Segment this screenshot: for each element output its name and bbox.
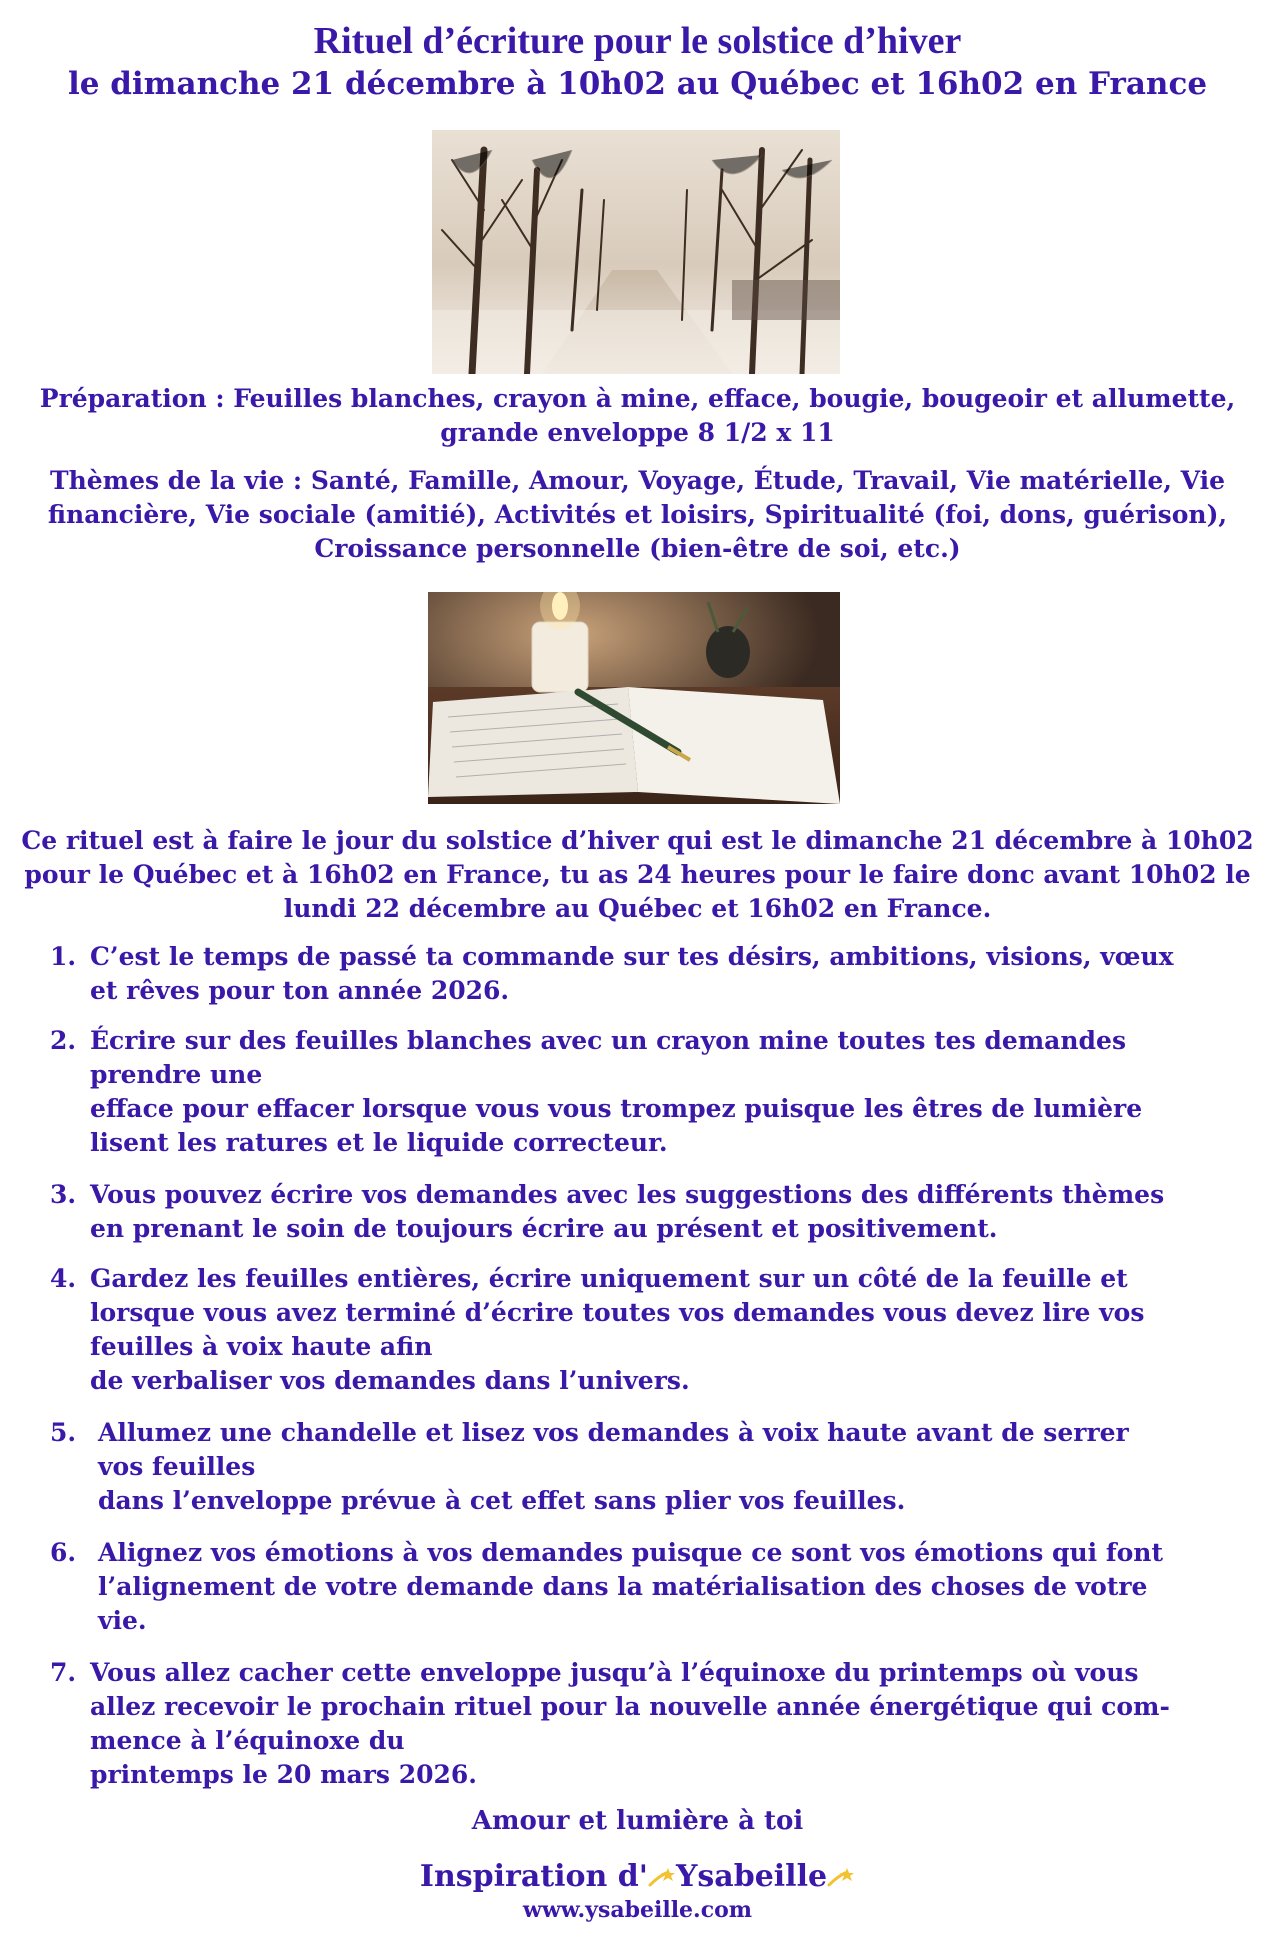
step-text: Écrire sur des feuilles blanches avec un crayon mine toutes tes demandes prendre une efface pour effacer lorsque vous vous trompez puisque les êtres de lumière lisent les ratures et le liquide correcteur. [90,1026,1143,1157]
step-number: 4. [50,1264,77,1293]
step-text: Vous allez cacher cette enveloppe jusqu’à l’équinoxe du printemps où vous allez recevoir le prochain rituel pour la nouvelle année énergétique qui com- mence à l’équinoxe du printemps le 20 mars 2026. [90,1658,1170,1789]
shooting-star-icon [648,1867,676,1889]
author-name: Ysabeille [675,1859,828,1894]
shooting-star-icon [827,1867,855,1889]
winter-forest-image [432,130,840,374]
inspiration-prefix: Inspiration d' [419,1859,648,1894]
step-number: 7. [50,1658,77,1687]
step-number: 5. [50,1418,77,1447]
intro-text: Ce rituel est à faire le jour du solstice d’hiver qui est le dimanche 21 décembre à 10h02 pour le Québec et à 16h02 en France, tu as 24 heures pour le faire donc avant 10h02 le lundi 22 décembre au Québec et 16h02 en France. [21,826,1254,923]
step-text: Gardez les feuilles entières, écrire uniquement sur un côté de la feuille et lorsque vous avez terminé d’écrire toutes vos demandes vous devez lire vos feuilles à voix haute afin de verbaliser vos demandes dans l’univers. [90,1264,1145,1395]
preparation-text: Préparation : Feuilles blanches, crayon à mine, efface, bougie, bougeoir et allumette, grande enveloppe 8 1/2 x 11 [39,384,1236,447]
inspiration-signature [0,1858,1275,1896]
page-subtitle: le dimanche 21 décembre à 10h02 au Québec et 16h02 en France [67,66,1208,102]
step-number: 6. [50,1538,77,1567]
step-number: 2. [50,1026,77,1055]
step-text: Alignez vos émotions à vos demandes puisque ce sont vos émotions qui font l’alignement de votre demande dans la matérialisation des choses de votre vie. [98,1538,1164,1635]
step-number: 1. [50,942,77,971]
page-title: Rituel d’écriture pour le solstice d’hiver [313,20,962,62]
candle-notebook-image [428,592,840,804]
step-text: Allumez une chandelle et lisez vos demandes à voix haute avant de serrer vos feuilles dans l’enveloppe prévue à cet effet sans plier vos feuilles. [98,1418,1129,1515]
website-link[interactable]: www.ysabeille.com [522,1897,753,1923]
themes-text: Thèmes de la vie : Santé, Famille, Amour, Voyage, Étude, Travail, Vie matérielle, Vie financière, Vie sociale (amitié), Activités et loisirs, Spiritualité (foi, dons, guérison), Croissance personnelle (bien-être de soi, etc.) [47,466,1228,563]
step-text: Vous pouvez écrire vos demandes avec les suggestions des différents thèmes en prenant le soin de toujours écrire au présent et positivement. [90,1180,1165,1243]
step-text: C’est le temps de passé ta commande sur tes désirs, ambitions, visions, vœux et rêves pour ton année 2026. [90,942,1174,1005]
closing-message: Amour et lumière à toi [471,1806,804,1836]
step-number: 3. [50,1180,77,1209]
